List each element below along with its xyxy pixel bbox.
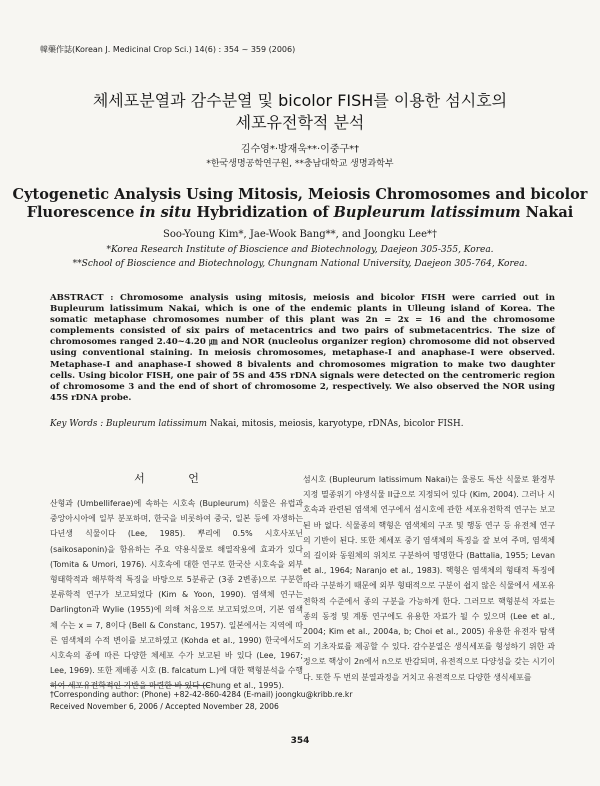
corresponding-author-footnote: †Corresponding author: (Phone) +82-42-860-4284 (E-mail) joongku@kribb.re.kr (50, 690, 353, 699)
korean-affiliations: *한국생명공학연구원, **충남대학교 생명과학부 (206, 159, 394, 169)
english-title-mid: Hybridization of (191, 204, 334, 221)
keywords-label: Key Words : (50, 419, 104, 429)
english-title-line1: Cytogenetic Analysis Using Mitosis, Meiosis Chromosomes and bicolor (12, 186, 588, 203)
page-number: 354 (290, 736, 310, 746)
keywords-species: Bupleurum latissimum (105, 419, 208, 429)
english-authors: Soo-Young Kim*, Jae-Wook Bang**, and Joongku Lee*† (162, 229, 438, 240)
footnote-divider (50, 685, 210, 686)
english-title-line2 (0, 204, 600, 222)
english-title-post: Nakai (520, 204, 574, 221)
english-title-insitu: in situ (139, 204, 192, 221)
body-column-left: 산형과 (Umbelliferae)에 속하는 시호속 (Bupleurum) 식물은 유럽과 중앙아시아에 일부 분포하며, 한국을 비롯하여 중국, 일본 등에 자생하는 다년생 식물이다 (Lee, 1985). 뿌리에 0.5% 시호사포닌 (saikosaponin)을 함유하는 주요 약용식물로 해열작용에 효과가 있다 (Tomita & Umori, 1976). 시호속에 대한 연구로 한국산 시호속을 외부형태학적과 해부학적 특징을 바탕으로 5분류군 (3종 2변종)으로 구분한 분류학적 연구가 보고되었다 (Kim & Yoon, 1990). 염색체 연구는 Darlington과 Wylie (1955)에 의해 처음으로 보고되었으며, 기본 염색체 수는 x = 7, 8이다 (Bell & Constanc, 1957). 일본에서는 지역에 따른 염색체의 수적 변이를 보고하였고 (Kohda et al., 1990) 한국에서도 시호속의 종에 따른 다양한 체세포 수가 보고된 바 있다 (Lee, 1967; Lee, 1969). 또한 제배종 시호 (B. falcatum L.)에 대한 핵형분석을 수행하여 세포유전학적인 기반을 마련한 바 있다 (Chung et al., 1995). (50, 499, 303, 691)
section-heading-introduction: 서 언 (134, 472, 219, 485)
received-accepted-footnote: Received November 6, 2006 / Accepted November 28, 2006 (50, 702, 279, 711)
english-affiliation-1: *Korea Research Institute of Bioscience and Biotechnology, Daejeon 305-355, Korea. (106, 245, 494, 255)
english-affiliation-2: **School of Bioscience and Biotechnology, Chungnam National University, Daejeon 305-764, Korea. (72, 259, 528, 269)
body-column-right: 섬시호 (Bupleurum latissimum Nakai)는 울릉도 특산 식물로 환경부 지정 멸종위기 야생식물 II급으로 지정되어 있다 (Kim, 2004). 그러나 시호속과 관련된 염색체 연구에서 섬시호에 관한 세포유전학적 연구는 보고된 바 없다. 식물종의 핵형은 염색체의 구조 및 행동 연구 등 유전체 연구의 기반이 된다. 또한 체세포 중기 염색체의 특징을 잘 보여 주며, 염색체의 길이와 동원체의 위치로 구분하여 명명한다 (Battalia, 1955; Levan et al., 1964; Naranjo et al., 1983). 핵형은 염색체의 형태적 특징에 따라 구분하기 때문에 외부 형태적으로 구분이 쉽지 않은 식물에서 세포유전학적 수준에서 종의 구분을 가능하게 한다. 그러므로 핵형분석 자료는 종의 동정 및 계통 연구에도 유용한 자료가 될 수 있으며 (Lee et al., 2004; Kim et al., 2004a, b; Choi et al., 2005) 유용한 유전자 탐색의 기초자료를 제공할 수 있다. 감수분열은 생식세포를 형성하기 위한 과정으로 핵상이 2n에서 n으로 반감되며, 유전적으로 다양성을 갖는 시기이다. 또한 두 번의 분열과정을 거치고 유전적으로 다양한 생식세포를 (303, 475, 555, 682)
keywords-text: Nakai, mitosis, meiosis, karyotype, rDNAs, bicolor FISH. (207, 419, 464, 429)
english-title-pre: Fluorescence (26, 204, 140, 221)
keywords (50, 419, 555, 429)
abstract (50, 293, 555, 404)
korean-authors: 김수영*·방재욱**·이중구*† (240, 144, 360, 155)
abstract-text: Chromosome analysis using mitosis, meiosis and bicolor FISH were carried out in Bupleurum latissimum Nakai, which is one of the endemic plants in Ulleung island of Korea. The somatic metaphase chromosomes number of this plant was 2n = 2x = 16 and the chromosome complements consisted of six pairs of metacentrics and two pairs of submetacentrics. The size of chromosomes ranged 2.40~4.20 ㎛ and NOR (nucleolus organizer region) chromosome did not observed using conventional staining. In meiosis chromosomes, metaphase-I and anaphase-I were observed. Metaphase-I and anaphase-I showed 8 bivalents and chromosomes migration to make two daughter cells. Using bicolor FISH, one pair of 5S and 45S rDNA signals were detected on the centromeric region of chromosome 3 and the end of short of chromosome 2, respectively. We also observed the NOR using 45S rDNA probe. (50, 293, 555, 403)
abstract-label: ABSTRACT : (50, 293, 114, 303)
english-title-species: Bupleurum latissimum (333, 204, 521, 221)
korean-title-line1: 체세포분열과 감수분열 및 bicolor FISH를 이용한 섬시호의 (92, 91, 508, 110)
journal-header: 韓藥作誌(Korean J. Medicinal Crop Sci.) 14(6) : 354 ~ 359 (2006) (40, 45, 296, 54)
korean-title-line2: 세포유전학적 분석 (235, 113, 365, 132)
